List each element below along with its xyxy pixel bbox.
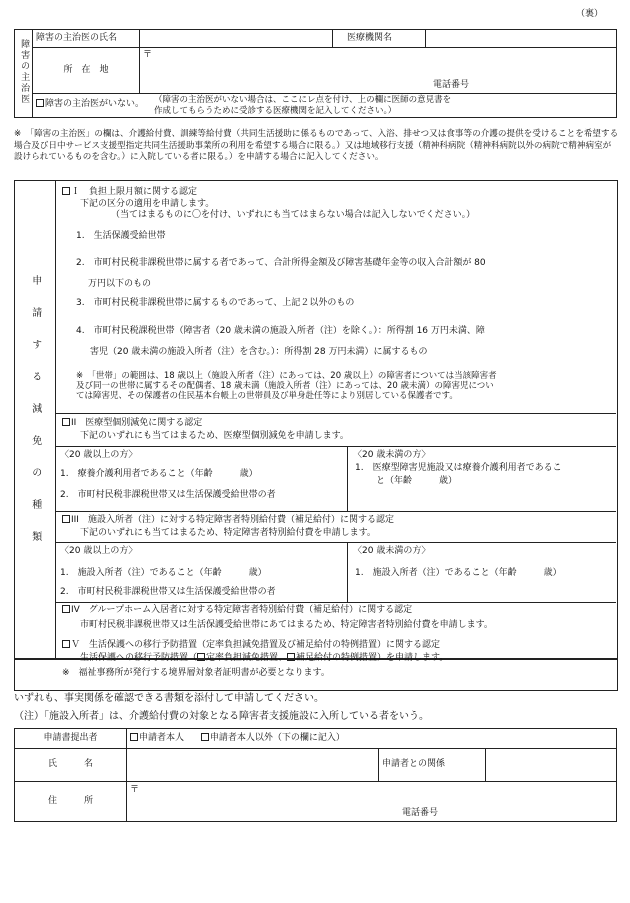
address-label: 所 在 地 [33,48,140,94]
relation-field[interactable] [486,749,617,782]
section-2-title: II 医療型個別減免に関する認定 [71,418,203,428]
section-3-desc: 下記のいずれにも当てはまるため、特定障害者特別給付費を申請します。 [80,528,376,538]
doctor-table [14,29,617,118]
submitter-address-label: 住 所 [15,782,127,822]
section-1-item-4-cont: 害児（20 歳未満の施設入所者（注）を含む。）：所得割 28 万円未満）に属するもの [90,347,428,357]
reduction-side-label: 申請する減免の種類 [29,275,41,563]
section-5-desc-row [80,653,448,664]
section-1-item-2-cont: 万円以下のもの [88,279,152,289]
no-doctor-note: （障害の主治医がいない場合は、ここにレ点を付け、上の欄に医師の意見書を 作成してもらうために受診する医療機関を記入してください。） [154,95,452,116]
section-1-item-1[interactable]: 1. 生活保護受給世帯 [76,231,166,241]
section-5-option-1-checkbox[interactable] [197,653,205,661]
section-2-desc: 下記のいずれにも当てはまるため、医療型個別減免を申請します。 [80,431,349,441]
page-side-label: （裏） [576,9,604,19]
section-3-left-head: 〈20 歳以上の方〉 [60,546,138,556]
doctor-name-field[interactable] [140,30,333,48]
section-4-checkbox[interactable] [62,605,70,613]
section-1-household-note: ※ 「世帯」の範囲は、18 歳以上（施設入所者（注）にあっては、20 歳以上）の障害者については当該障害者 及び同一の世帯に属するその配偶者、18 歳未満（施設入所者（注）にあっては、20 歳未満）の障害児につい ては障害児、その保護者の住民基本台帳上の世帯員及び単身赴任等により別居している保護者です。 [76,371,497,401]
section-5-title-row [62,640,440,651]
relation-label: 申請者との関係 [379,749,486,782]
section-5-option-2-checkbox[interactable] [287,653,295,661]
section-2-checkbox[interactable] [62,418,70,426]
section-4-desc: 市町村民税非課税世帯又は生活保護受給世帯にあてはまるため、特定障害者特別給付費を申請します。 [80,620,493,630]
section-1-title: Ｉ 負担上限月額に関する認定 [71,187,198,197]
section-3-checkbox[interactable] [62,515,70,523]
submitter-self-checkbox[interactable] [130,733,138,741]
section-5-note: ※ 福祉事務所が発行する境界層対象者証明書が必要となります。 [62,668,330,678]
doctor-address-field[interactable] [140,48,617,94]
submitter-table [14,728,617,822]
section-2-right-item-1: 1. 医療型障害児施設又は療養介護利用者であるこ [355,463,562,473]
section-1-desc: 下記の区分の適用を申請します。 [80,199,215,209]
section-1-item-2[interactable]: 2. 市町村民税非課税世帯に属する者であって、合計所得金額及び障害基礎年金等の収入合計額が 80 [76,258,486,268]
institution-label: 医療機関名 [333,30,426,48]
section-3-title-row [62,515,394,526]
section-3-title: III 施設入所者（注）に対する特定障害者特別給付費（補足給付）に関する認定 [71,515,394,525]
no-doctor-checkbox-label[interactable]: 障害の主治医がいない。 [36,99,144,110]
section-2-left-head: 〈20 歳以上の方〉 [60,450,138,460]
section-5-checkbox[interactable] [62,640,70,648]
attach-note: いずれも、事実関係を確認できる書類を添付して申請してください。 [14,693,324,704]
section-1-title-row [62,187,197,198]
submitter-options [127,729,617,749]
submitter-name-label: 氏 名 [15,749,127,782]
section-5-option-2: 補足給付の特例措置）を申請します。 [296,653,449,663]
section-2-right-item-1-cont: と（年齢 歳） [376,476,458,486]
section-3-right-head: 〈20 歳未満の方〉 [353,546,431,556]
section-1-item-4[interactable]: 4. 市町村民税課税世帯（障害者（20 歳未満の施設入所者（注）を除く。）：所得割 16 万円未満、障 [76,326,485,336]
section-1-item-3[interactable]: 3. 市町村民税非課税世帯に属するものであって、上記２以外のもの [76,298,355,308]
section-5-title: Ｖ 生活保護への移行予防措置（定率負担減免措置及び補足給付の特例措置）に関する認定 [71,640,441,650]
section-3-left-item-2: 2. 市町村民税非課税世帯又は生活保護受給世帯の者 [60,587,276,597]
section-5-desc-prefix: 生活保護への移行予防措置（ [80,653,198,663]
submitter-label: 申請書提出者 [15,729,127,749]
phone-label: 電話番号 [433,79,470,90]
doctor-name-label: 障害の主治医の氏名 [33,30,140,48]
doctor-column-note: ※ 「障害の主治医」の欄は、介護給付費、訓練等給付費（共同生活援助に係るものであって、入浴、排せつ又は食事等の介護の提供を受けることを希望する場合及び日中サービス支援型指定共同生活援助事業所の利用を希望する場合に限る。）又は地域移行支援（精神科病院（精神科病院以外の病院で精神病室が設けられているものを含む。）に入院している者に限る。）を申請する場合に記入してください。 [14,129,619,163]
postal-mark: 〒 [143,50,153,60]
doctor-side-label: 障害の主治医 [19,38,30,105]
section-4-title-row [62,605,412,616]
section-1-instruction: （当てはまるものに〇を付け、いずれにも当てはまらない場合は記入しないでください。） [111,210,476,220]
submitter-phone-label: 電話番号 [402,807,439,818]
section-1-checkbox[interactable] [62,187,70,195]
no-doctor-row [33,94,617,118]
no-doctor-checkbox[interactable] [36,99,44,107]
section-2-title-row [62,418,202,429]
section-2-left-item-1: 1. 療養介護利用者であること（年齢 歳） [60,469,258,479]
section-3-left-item-1: 1. 施設入所者（注）であること（年齢 歳） [60,568,267,578]
submitter-postal-mark: 〒 [130,785,140,795]
submitter-option-other[interactable]: 申請者本人以外（下の欄に記入） [201,733,345,743]
submitter-address-field[interactable] [127,782,617,822]
section-2-left-item-2: 2. 市町村民税非課税世帯又は生活保護受給世帯の者 [60,490,276,500]
section-5-option-1: 定率負担減免措置、 [206,653,288,663]
reduction-side-label-cell [14,180,55,658]
submitter-other-checkbox[interactable] [201,733,209,741]
section-4-title: IV グループホーム入居者に対する特定障害者特別給付費（補足給付）に関する認定 [71,605,413,615]
definition-note: （注）「施設入所者」は、介護給付費の対象となる障害者支援施設に入所している者をいう。 [14,711,429,722]
section-3-right-item-1: 1. 施設入所者（注）であること（年齢 歳） [355,568,562,578]
institution-field[interactable] [426,30,617,48]
doctor-side-label-cell [15,30,33,118]
submitter-option-self[interactable]: 申請者本人 [130,733,184,743]
submitter-name-field[interactable] [127,749,379,782]
section-2-right-head: 〈20 歳未満の方〉 [353,450,431,460]
